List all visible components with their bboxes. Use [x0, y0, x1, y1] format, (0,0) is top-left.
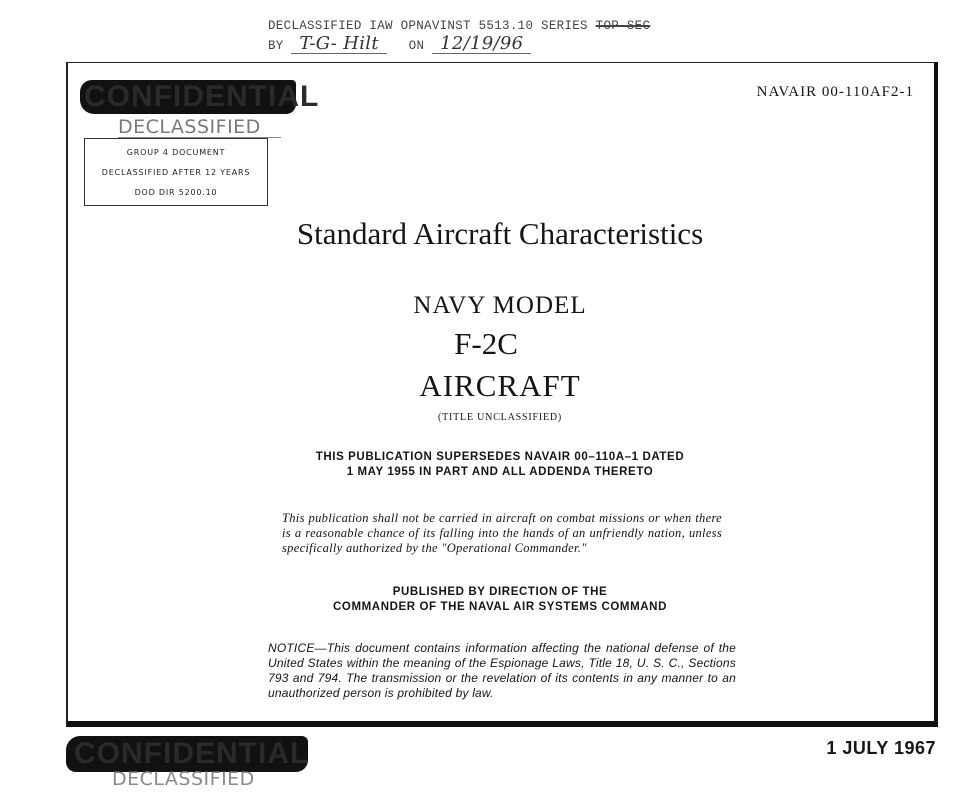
declassification-stamp — [268, 18, 650, 55]
model-heading: NAVY MODEL — [413, 292, 587, 319]
supersedes-notice — [0, 450, 972, 480]
group-box-line2: DECLASSIFIED AFTER 12 YEARS — [101, 168, 251, 177]
group-classification-box — [84, 138, 268, 206]
title-classification: (TITLE UNCLASSIFIED) — [437, 412, 563, 423]
model-type: AIRCRAFT — [419, 368, 581, 403]
group-box-line3: DOD DIR 5200.10 — [134, 188, 218, 197]
declassified-mark-bottom: DECLASSIFIED — [112, 768, 255, 790]
stamp-struck-text: TOP SEC — [595, 19, 651, 33]
supersedes-line2: 1 MAY 1955 IN PART AND ALL ADDENDA THERETO — [346, 466, 654, 478]
publishing-authority — [0, 585, 972, 615]
carriage-warning: This publication shall not be carried in aircraft on combat missions or when there is a reasonable chance of its falling into the hands of an unfriendly nation, unless specifically authorized by the "Operational Commander." — [282, 511, 722, 555]
published-line2: COMMANDER OF THE NAVAL AIR SYSTEMS COMMAND — [333, 601, 667, 613]
stamp-by-label: BY — [268, 39, 284, 53]
espionage-notice: NOTICE—This document contains information affecting the national defense of the United States within the meaning of the Espionage Laws, Title 18, U. S. C., Sections 793 and 794. The transmission or the revelation of its contents in any manner to an unauthorized person is prohibited by law. — [268, 641, 736, 700]
stamp-date: 12/19/96 — [432, 35, 531, 54]
published-line1: PUBLISHED BY DIRECTION OF THE — [392, 586, 608, 598]
supersedes-line1: THIS PUBLICATION SUPERSEDES NAVAIR 00–110A–1 DATED — [315, 451, 685, 463]
redacted-classification-bottom: CONFIDENTIAL — [66, 736, 308, 772]
group-box-line1: GROUP 4 DOCUMENT — [126, 148, 226, 157]
declassified-mark-top: DECLASSIFIED — [118, 117, 281, 138]
redacted-classification-top: CONFIDENTIAL — [80, 80, 296, 114]
stamp-on-label: ON — [408, 39, 425, 53]
stamp-authority-text: DECLASSIFIED IAW OPNAVINST 5513.10 SERIES — [268, 19, 588, 33]
page-title: Standard Aircraft Characteristics — [296, 216, 704, 251]
publication-date: 1 JULY 1967 — [826, 738, 936, 758]
model-designation: F-2C — [454, 326, 518, 361]
stamp-signature: T-G- Hilt — [291, 35, 386, 54]
document-number: NAVAIR 00-110AF2-1 — [756, 84, 914, 100]
